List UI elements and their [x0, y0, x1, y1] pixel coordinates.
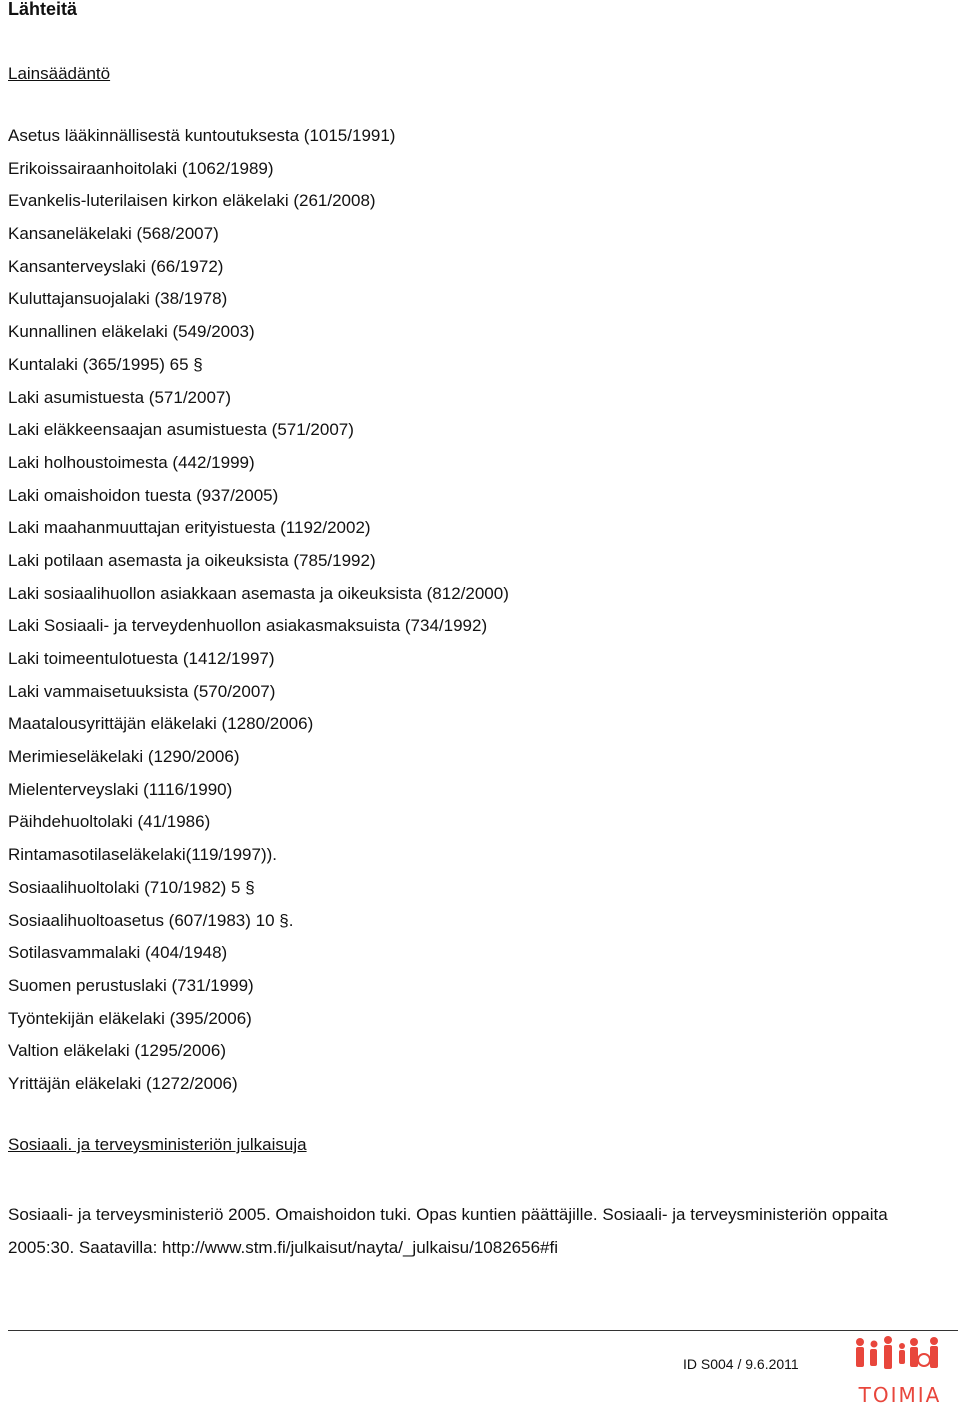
law-item: Laki eläkkeensaajan asumistuesta (571/2007) [8, 420, 354, 440]
toimia-logo [852, 1334, 948, 1409]
law-item: Yrittäjän eläkelaki (1272/2006) [8, 1073, 238, 1093]
law-item: Erikoissairaanhoitolaki (1062/1989) [8, 158, 274, 178]
law-item: Sosiaalihuoltoasetus (607/1983) 10 §. [8, 910, 294, 930]
law-item: Kansanterveyslaki (66/1972) [8, 256, 224, 276]
law-item: Laki potilaan asemasta ja oikeuksista (785/1992) [8, 550, 376, 570]
law-item: Kansaneläkelaki (568/2007) [8, 224, 219, 244]
law-item: Sotilasvammalaki (404/1948) [8, 943, 228, 963]
law-item: Kuluttajansuojalaki (38/1978) [8, 289, 228, 309]
law-item: Laki Sosiaali- ja terveydenhuollon asiakasmaksuista (734/1992) [8, 616, 488, 636]
law-item: Suomen perustuslaki (731/1999) [8, 975, 254, 995]
law-item: Evankelis-luterilaisen kirkon eläkelaki (261/2008) [8, 191, 376, 211]
law-item: Kunnallinen eläkelaki (549/2003) [8, 322, 255, 342]
publication-reference: Sosiaali- ja terveysministeriö 2005. Omaishoidon tuki. Opas kuntien päättäjille. Sosiaali- ja terveysministeriön oppaita 2005:30. Saatavilla: http://www.stm.fi/julkaisut/nayta/_julkaisu/1082656#fi [8, 1205, 888, 1257]
section-title-legislation: Lainsäädäntö [8, 64, 111, 83]
people-figures-icon [852, 1334, 948, 1382]
law-item: Laki maahanmuuttajan erityistuesta (1192/2002) [8, 518, 371, 538]
law-item: Maatalousyrittäjän eläkelaki (1280/2006) [8, 714, 314, 734]
law-item: Rintamasotilaseläkelaki(119/1997)). [8, 845, 277, 865]
law-item: Kuntalaki (365/1995) 65 § [8, 354, 203, 374]
law-item: Työntekijän eläkelaki (395/2006) [8, 1008, 252, 1028]
law-item: Laki sosiaalihuollon asiakkaan asemasta ja oikeuksista (812/2000) [8, 583, 509, 603]
law-item: Asetus lääkinnällisestä kuntoutuksesta (1015/1991) [8, 126, 396, 145]
law-item: Valtion eläkelaki (1295/2006) [8, 1041, 226, 1061]
law-item: Laki omaishoidon tuesta (937/2005) [8, 485, 279, 505]
document-id: ID S004 / 9.6.2011 [683, 1356, 799, 1372]
law-item: Laki toimeentulotuesta (1412/1997) [8, 649, 275, 668]
logo-wordmark: TOIMIA [858, 1383, 942, 1407]
law-list [8, 125, 509, 1106]
section-title-publications: Sosiaali. ja terveysministeriön julkaisuja [8, 1135, 307, 1154]
law-item: Merimieseläkelaki (1290/2006) [8, 747, 240, 767]
law-item: Laki holhoustoimesta (442/1999) [8, 452, 255, 472]
law-item: Sosiaalihuoltolaki (710/1982) 5 § [8, 877, 255, 897]
law-item: Mielenterveyslaki (1116/1990) [8, 779, 233, 799]
law-item: Laki vammaisetuuksista (570/2007) [8, 681, 276, 701]
law-item: Päihdehuoltolaki (41/1986) [8, 812, 211, 832]
law-item: Laki asumistuesta (571/2007) [8, 387, 232, 407]
footer-divider [8, 1330, 958, 1331]
page-heading: Lähteitä [8, 0, 78, 19]
